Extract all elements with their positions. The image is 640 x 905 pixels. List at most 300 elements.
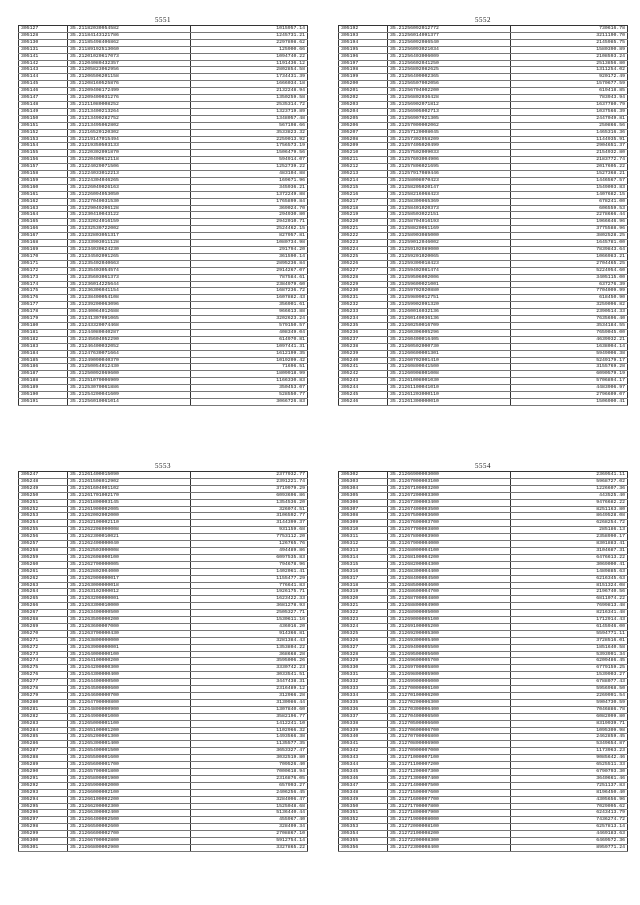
table-row xyxy=(19,596,308,603)
value-cell: 1166330.83 xyxy=(191,378,308,385)
value-cell: 3728516.01 xyxy=(511,637,628,644)
coordinate-cell: 35.21262002002000 xyxy=(68,513,191,520)
table-row xyxy=(339,343,628,350)
row-id-cell: 305258 xyxy=(19,547,68,554)
coordinate-cell: 35.21258401020373 xyxy=(388,205,511,212)
table-row xyxy=(339,541,628,548)
row-id-cell: 305170 xyxy=(19,253,68,260)
value-cell: 1135577.35 xyxy=(191,741,308,748)
value-cell: 361590.14 xyxy=(191,253,308,260)
value-cell: 1412241.10 xyxy=(191,720,308,727)
row-id-cell: 305181 xyxy=(19,329,68,336)
row-id-cell: 305251 xyxy=(19,499,68,506)
table-row xyxy=(339,164,628,171)
row-id-cell: 305162 xyxy=(19,198,68,205)
coordinate-cell: 35.21266300002400 xyxy=(68,810,191,817)
value-cell: 1506900.41 xyxy=(511,398,628,405)
coordinate-cell: 35.21265300001400 xyxy=(68,741,191,748)
coordinate-cell: 35.21235402040663 xyxy=(68,260,191,267)
coordinate-cell: 35.21258503022151 xyxy=(388,212,511,219)
table-row xyxy=(339,108,628,115)
row-id-cell: 305306 xyxy=(339,499,388,506)
value-cell: 3681278.93 xyxy=(191,603,308,610)
row-id-cell: 305243 xyxy=(339,378,388,385)
table-row xyxy=(19,803,308,810)
value-cell: 1765899.84 xyxy=(191,198,308,205)
value-cell: 1354536.20 xyxy=(191,499,308,506)
value-cell: 6779159.25 xyxy=(511,665,628,672)
row-id-cell: 305189 xyxy=(19,385,68,392)
value-cell: 494489.86 xyxy=(191,547,308,554)
coordinate-cell: 35.21261100041010 xyxy=(388,385,511,392)
coordinate-cell: 35.21272000008100 xyxy=(388,824,511,831)
value-cell: 2269991.54 xyxy=(511,693,628,700)
coordinate-cell: 35.21256602041250 xyxy=(388,60,511,67)
value-cell: 2196740.56 xyxy=(511,589,628,596)
table-row xyxy=(19,589,308,596)
row-id-cell: 305186 xyxy=(19,364,68,371)
table-row xyxy=(339,267,628,274)
table-row xyxy=(339,499,628,506)
value-cell: 2704465.25 xyxy=(511,260,628,267)
table-row xyxy=(339,150,628,157)
table-row xyxy=(19,734,308,741)
table-row xyxy=(339,547,628,554)
table-row xyxy=(19,534,308,541)
table-row xyxy=(339,589,628,596)
coordinate-cell: 35.21256409002365 xyxy=(388,74,511,81)
row-id-cell: 305313 xyxy=(339,547,388,554)
value-cell: 3033541.51 xyxy=(191,672,308,679)
row-id-cell: 305158 xyxy=(19,171,68,178)
table-row xyxy=(339,672,628,679)
coordinate-cell: 35.21257603004906 xyxy=(388,157,511,164)
table-row xyxy=(19,513,308,520)
coordinate-cell: 35.21260800041500 xyxy=(388,364,511,371)
row-id-cell: 305336 xyxy=(339,706,388,713)
row-id-cell: 305232 xyxy=(339,302,388,309)
value-cell: 1612199.35 xyxy=(191,350,308,357)
value-cell: 3447438.31 xyxy=(191,679,308,686)
table-row xyxy=(339,184,628,191)
table-row xyxy=(339,274,628,281)
table-row xyxy=(339,74,628,81)
value-cell: 709526.40 xyxy=(191,762,308,769)
row-id-cell: 305328 xyxy=(339,651,388,658)
row-id-cell: 305275 xyxy=(19,665,68,672)
value-cell: 1580390.89 xyxy=(511,46,628,53)
value-cell: 1350259.58 xyxy=(191,95,308,102)
value-cell: 1019209.42 xyxy=(191,357,308,364)
row-id-cell: 305250 xyxy=(19,492,68,499)
coordinate-cell: 35.21209408172499 xyxy=(68,88,191,95)
row-id-cell: 305303 xyxy=(339,478,388,485)
value-cell: 350453.07 xyxy=(191,385,308,392)
coordinate-cell: 35.21244080040287 xyxy=(68,329,191,336)
coordinate-cell: 35.21261800003145 xyxy=(68,499,191,506)
row-id-cell: 305289 xyxy=(19,762,68,769)
value-cell: 455967.40 xyxy=(191,817,308,824)
row-id-cell: 305305 xyxy=(339,492,388,499)
value-cell: 1809918.99 xyxy=(191,371,308,378)
value-cell: 312966.28 xyxy=(191,693,308,700)
coordinate-cell: 35.21267600003700 xyxy=(388,520,511,527)
row-id-cell: 305179 xyxy=(19,316,68,323)
row-id-cell: 305167 xyxy=(19,233,68,240)
table-row xyxy=(19,665,308,672)
table-row xyxy=(19,350,308,357)
row-id-cell: 305345 xyxy=(339,768,388,775)
table-row xyxy=(19,499,308,506)
row-id-cell: 305208 xyxy=(339,136,388,143)
table-row xyxy=(19,506,308,513)
coordinate-cell: 35.21258309065369 xyxy=(388,198,511,205)
row-id-cell: 305199 xyxy=(339,74,388,81)
table-row xyxy=(19,115,308,122)
table-row xyxy=(19,26,308,33)
row-id-cell: 305273 xyxy=(19,651,68,658)
row-id-cell: 305325 xyxy=(339,630,388,637)
coordinate-cell: 35.21259102089000 xyxy=(388,247,511,254)
value-cell: 3104687.31 xyxy=(511,547,628,554)
row-id-cell: 305149 xyxy=(19,108,68,115)
value-cell: 6082099.80 xyxy=(511,713,628,720)
table-row xyxy=(339,88,628,95)
coordinate-cell: 35.21232530722002 xyxy=(68,226,191,233)
value-cell: 6243413.79 xyxy=(511,810,628,817)
value-cell: 1607882.43 xyxy=(191,295,308,302)
coordinate-cell: 35.21234030624230 xyxy=(68,247,191,254)
row-id-cell: 305308 xyxy=(339,513,388,520)
coordinate-cell: 35.21226049026163 xyxy=(68,184,191,191)
coordinate-cell: 35.21256907021305 xyxy=(388,115,511,122)
row-id-cell: 305174 xyxy=(19,281,68,288)
table-row xyxy=(339,378,628,385)
row-id-cell: 305185 xyxy=(19,357,68,364)
table-row xyxy=(339,129,628,136)
table-row xyxy=(19,329,308,336)
table-row xyxy=(339,364,628,371)
row-id-cell: 305284 xyxy=(19,727,68,734)
row-id-cell: 305254 xyxy=(19,520,68,527)
coordinate-cell: 35.21250054012430 xyxy=(68,364,191,371)
table-row xyxy=(19,561,308,568)
coordinate-cell: 35.21268200004300 xyxy=(388,561,511,568)
coordinate-cell: 35.21262802004000 xyxy=(68,568,191,575)
value-cell: 5594771.11 xyxy=(511,630,628,637)
coordinate-cell: 35.21271700007800 xyxy=(388,803,511,810)
table-row xyxy=(19,184,308,191)
row-id-cell: 305259 xyxy=(19,554,68,561)
value-cell: 1311254.02 xyxy=(511,67,628,74)
table-row xyxy=(339,527,628,534)
table-row xyxy=(339,679,628,686)
coordinate-cell: 35.21264500000600 xyxy=(68,686,191,693)
row-id-cell: 305238 xyxy=(339,343,388,350)
row-id-cell: 305214 xyxy=(339,177,388,184)
value-cell: 8216341.48 xyxy=(511,610,628,617)
table-row xyxy=(339,329,628,336)
row-id-cell: 305173 xyxy=(19,274,68,281)
row-id-cell: 305261 xyxy=(19,568,68,575)
table-row xyxy=(339,775,628,782)
value-cell: 1173963.23 xyxy=(511,748,628,755)
value-cell: 2462859.45 xyxy=(511,734,628,741)
table-row xyxy=(339,651,628,658)
coordinate-cell: 35.21235603061373 xyxy=(68,274,191,281)
value-cell: 294930.80 xyxy=(191,212,308,219)
table-row xyxy=(339,520,628,527)
table-row xyxy=(339,762,628,769)
table-row xyxy=(339,768,628,775)
coordinate-cell: 35.21206506201158 xyxy=(68,74,191,81)
value-cell: 71696.51 xyxy=(191,364,308,371)
table-row xyxy=(19,575,308,582)
row-id-cell: 305223 xyxy=(339,240,388,247)
row-id-cell: 305164 xyxy=(19,212,68,219)
table-row xyxy=(19,95,308,102)
table-row xyxy=(339,371,628,378)
value-cell: 6097535.83 xyxy=(191,554,308,561)
row-id-cell: 305319 xyxy=(339,589,388,596)
row-id-cell: 305127 xyxy=(19,26,68,33)
table-row xyxy=(339,720,628,727)
row-id-cell: 305226 xyxy=(339,260,388,267)
row-id-cell: 305295 xyxy=(19,803,68,810)
value-cell: 2259013.92 xyxy=(191,136,308,143)
value-cell: 1226607.36 xyxy=(511,485,628,492)
row-id-cell: 305147 xyxy=(19,95,68,102)
row-id-cell: 305160 xyxy=(19,184,68,191)
row-id-cell: 305307 xyxy=(339,506,388,513)
row-id-cell: 305297 xyxy=(19,817,68,824)
value-cell: 2904651.37 xyxy=(511,143,628,150)
coordinate-cell: 35.21256092086540 xyxy=(388,39,511,46)
value-cell: 1623422.33 xyxy=(191,596,308,603)
row-id-cell: 305227 xyxy=(339,267,388,274)
coordinate-cell: 35.21232024016159 xyxy=(68,219,191,226)
coordinate-cell: 35.21268000004100 xyxy=(388,547,511,554)
coordinate-cell: 35.21269700005800 xyxy=(388,665,511,672)
coordinate-cell: 35.21262300010021 xyxy=(68,534,191,541)
coordinate-cell: 35.21211080008252 xyxy=(68,101,191,108)
value-cell: 1530611.16 xyxy=(191,617,308,624)
table-row xyxy=(339,67,628,74)
row-id-cell: 305291 xyxy=(19,775,68,782)
value-cell: 8649528.08 xyxy=(511,513,628,520)
value-cell: 3284096.47 xyxy=(191,796,308,803)
table-row xyxy=(19,281,308,288)
table-row xyxy=(19,302,308,309)
table-row xyxy=(339,350,628,357)
coordinate-cell: 35.21268500004600 xyxy=(388,582,511,589)
row-id-cell: 305205 xyxy=(339,115,388,122)
page-panel-2 xyxy=(338,16,628,406)
row-id-cell: 305267 xyxy=(19,610,68,617)
coordinate-cell: 35.21270600006700 xyxy=(388,727,511,734)
value-cell: 9085642.46 xyxy=(511,755,628,762)
row-id-cell: 305242 xyxy=(339,371,388,378)
coordinate-cell: 35.21266100002200 xyxy=(68,796,191,803)
value-cell: 3327865.22 xyxy=(191,844,308,851)
table-row xyxy=(339,357,628,364)
row-id-cell: 305128 xyxy=(19,32,68,39)
table-row xyxy=(19,74,308,81)
table-row xyxy=(19,582,308,589)
table-row xyxy=(19,554,308,561)
table-row xyxy=(19,796,308,803)
value-cell: 3144399.37 xyxy=(191,520,308,527)
value-cell: 3106592.77 xyxy=(191,513,308,520)
row-id-cell: 305309 xyxy=(339,520,388,527)
row-id-cell: 305348 xyxy=(339,789,388,796)
table-row xyxy=(19,122,308,129)
coordinate-cell: 35.21189192513060 xyxy=(68,46,191,53)
coordinate-cell: 35.21265700001800 xyxy=(68,768,191,775)
value-cell: 2535314.72 xyxy=(191,101,308,108)
table-row xyxy=(19,212,308,219)
value-cell: 2297898.62 xyxy=(191,39,308,46)
table-row xyxy=(19,267,308,274)
row-id-cell: 305156 xyxy=(19,157,68,164)
table-row xyxy=(339,478,628,485)
table-row xyxy=(339,561,628,568)
table-row xyxy=(19,527,308,534)
value-cell: 1037566.39 xyxy=(511,108,628,115)
coordinate-cell: 35.21263400000500 xyxy=(68,610,191,617)
table-row xyxy=(19,658,308,665)
row-id-cell: 305349 xyxy=(339,796,388,803)
row-id-cell: 305131 xyxy=(19,46,68,53)
coordinate-cell: 35.21271200007300 xyxy=(388,768,511,775)
coordinate-cell: 35.21266200002300 xyxy=(68,803,191,810)
row-id-cell: 305326 xyxy=(339,637,388,644)
coordinate-cell: 35.21258216068423 xyxy=(388,191,511,198)
row-id-cell: 305279 xyxy=(19,693,68,700)
value-cell: 594914.07 xyxy=(191,157,308,164)
table-row xyxy=(19,672,308,679)
coordinate-cell: 35.21262503000008 xyxy=(68,547,191,554)
row-id-cell: 305260 xyxy=(19,561,68,568)
value-cell: 483104.88 xyxy=(191,171,308,178)
value-cell: 7046886.78 xyxy=(511,706,628,713)
value-cell: 637276.39 xyxy=(511,281,628,288)
value-cell: 1465316.36 xyxy=(511,129,628,136)
coordinate-cell: 35.21185498406862 xyxy=(68,39,191,46)
table-row xyxy=(339,582,628,589)
value-cell: 2802854.58 xyxy=(191,67,308,74)
coordinate-cell: 35.21262900000017 xyxy=(68,575,191,582)
coordinate-cell: 35.21230410043122 xyxy=(68,212,191,219)
row-id-cell: 305290 xyxy=(19,768,68,775)
value-cell: 4639932.21 xyxy=(511,336,628,343)
table-row xyxy=(339,803,628,810)
table-row xyxy=(339,637,628,644)
value-cell: 3281384.43 xyxy=(191,637,308,644)
table-row xyxy=(339,295,628,302)
row-id-cell: 305351 xyxy=(339,810,388,817)
row-id-cell: 305252 xyxy=(19,506,68,513)
table-row xyxy=(339,727,628,734)
table-row xyxy=(339,336,628,343)
value-cell: 966613.88 xyxy=(191,309,308,316)
row-id-cell: 305268 xyxy=(19,617,68,624)
value-cell: 5224954.60 xyxy=(511,267,628,274)
value-cell: 8959771.24 xyxy=(511,844,628,851)
row-id-cell: 305159 xyxy=(19,177,68,184)
table-row xyxy=(339,316,628,323)
value-cell: 5393991.34 xyxy=(511,651,628,658)
table-row xyxy=(339,617,628,624)
value-cell: 1637780.79 xyxy=(511,101,628,108)
row-id-cell: 305171 xyxy=(19,260,68,267)
coordinate-cell: 35.21266900003000 xyxy=(388,472,511,479)
table-row xyxy=(19,88,308,95)
row-id-cell: 305166 xyxy=(19,226,68,233)
value-cell: 614970.81 xyxy=(191,336,308,343)
table-row xyxy=(19,755,308,762)
table-row xyxy=(339,610,628,617)
value-cell: 169671.96 xyxy=(191,177,308,184)
row-id-cell: 305217 xyxy=(339,198,388,205)
coordinate-cell: 35.21265400001500 xyxy=(68,748,191,755)
coordinate-cell: 35.21267100003200 xyxy=(388,485,511,492)
row-id-cell: 305187 xyxy=(19,371,68,378)
coordinate-cell: 35.21267800003900 xyxy=(388,534,511,541)
table-row xyxy=(19,478,308,485)
row-id-cell: 305350 xyxy=(339,803,388,810)
value-cell: 1323719.89 xyxy=(191,108,308,115)
coordinate-cell: 35.21264000000100 xyxy=(68,651,191,658)
table-row xyxy=(19,748,308,755)
row-id-cell: 305151 xyxy=(19,122,68,129)
coordinate-cell: 35.21269000005100 xyxy=(388,617,511,624)
row-id-cell: 305255 xyxy=(19,527,68,534)
value-cell: 3155769.28 xyxy=(511,364,628,371)
page-title: 5551 xyxy=(155,16,171,24)
coordinate-cell: 35.21219350503133 xyxy=(68,143,191,150)
row-id-cell: 305196 xyxy=(339,53,388,60)
row-id-cell: 305194 xyxy=(339,39,388,46)
row-id-cell: 305172 xyxy=(19,267,68,274)
value-cell: 369024.70 xyxy=(191,205,308,212)
table-row xyxy=(19,699,308,706)
coordinate-cell: 35.21269500005600 xyxy=(388,651,511,658)
coordinate-cell: 35.21265900002000 xyxy=(68,782,191,789)
value-cell: 730616.78 xyxy=(511,26,628,33)
row-id-cell: 305230 xyxy=(339,288,388,295)
table-row xyxy=(339,205,628,212)
coordinate-cell: 35.21251070006909 xyxy=(68,378,191,385)
coordinate-cell: 35.21263700000430 xyxy=(68,630,191,637)
value-cell: 3719979.29 xyxy=(191,485,308,492)
table-row xyxy=(19,316,308,323)
value-cell: 4469183.63 xyxy=(511,831,628,838)
row-id-cell: 305315 xyxy=(339,561,388,568)
row-id-cell: 305200 xyxy=(339,81,388,88)
table-row xyxy=(19,547,308,554)
coordinate-cell: 35.21267500003600 xyxy=(388,513,511,520)
value-cell: 1446567.57 xyxy=(511,177,628,184)
row-id-cell: 305245 xyxy=(339,392,388,399)
value-cell: 783943.94 xyxy=(511,95,628,102)
row-id-cell: 305177 xyxy=(19,302,68,309)
coordinate-cell: 35.21269600005700 xyxy=(388,658,511,665)
value-cell: 3130986.44 xyxy=(191,699,308,706)
table-row xyxy=(339,191,628,198)
coordinate-cell: 35.21259402081474 xyxy=(388,267,511,274)
table-row xyxy=(19,706,308,713)
